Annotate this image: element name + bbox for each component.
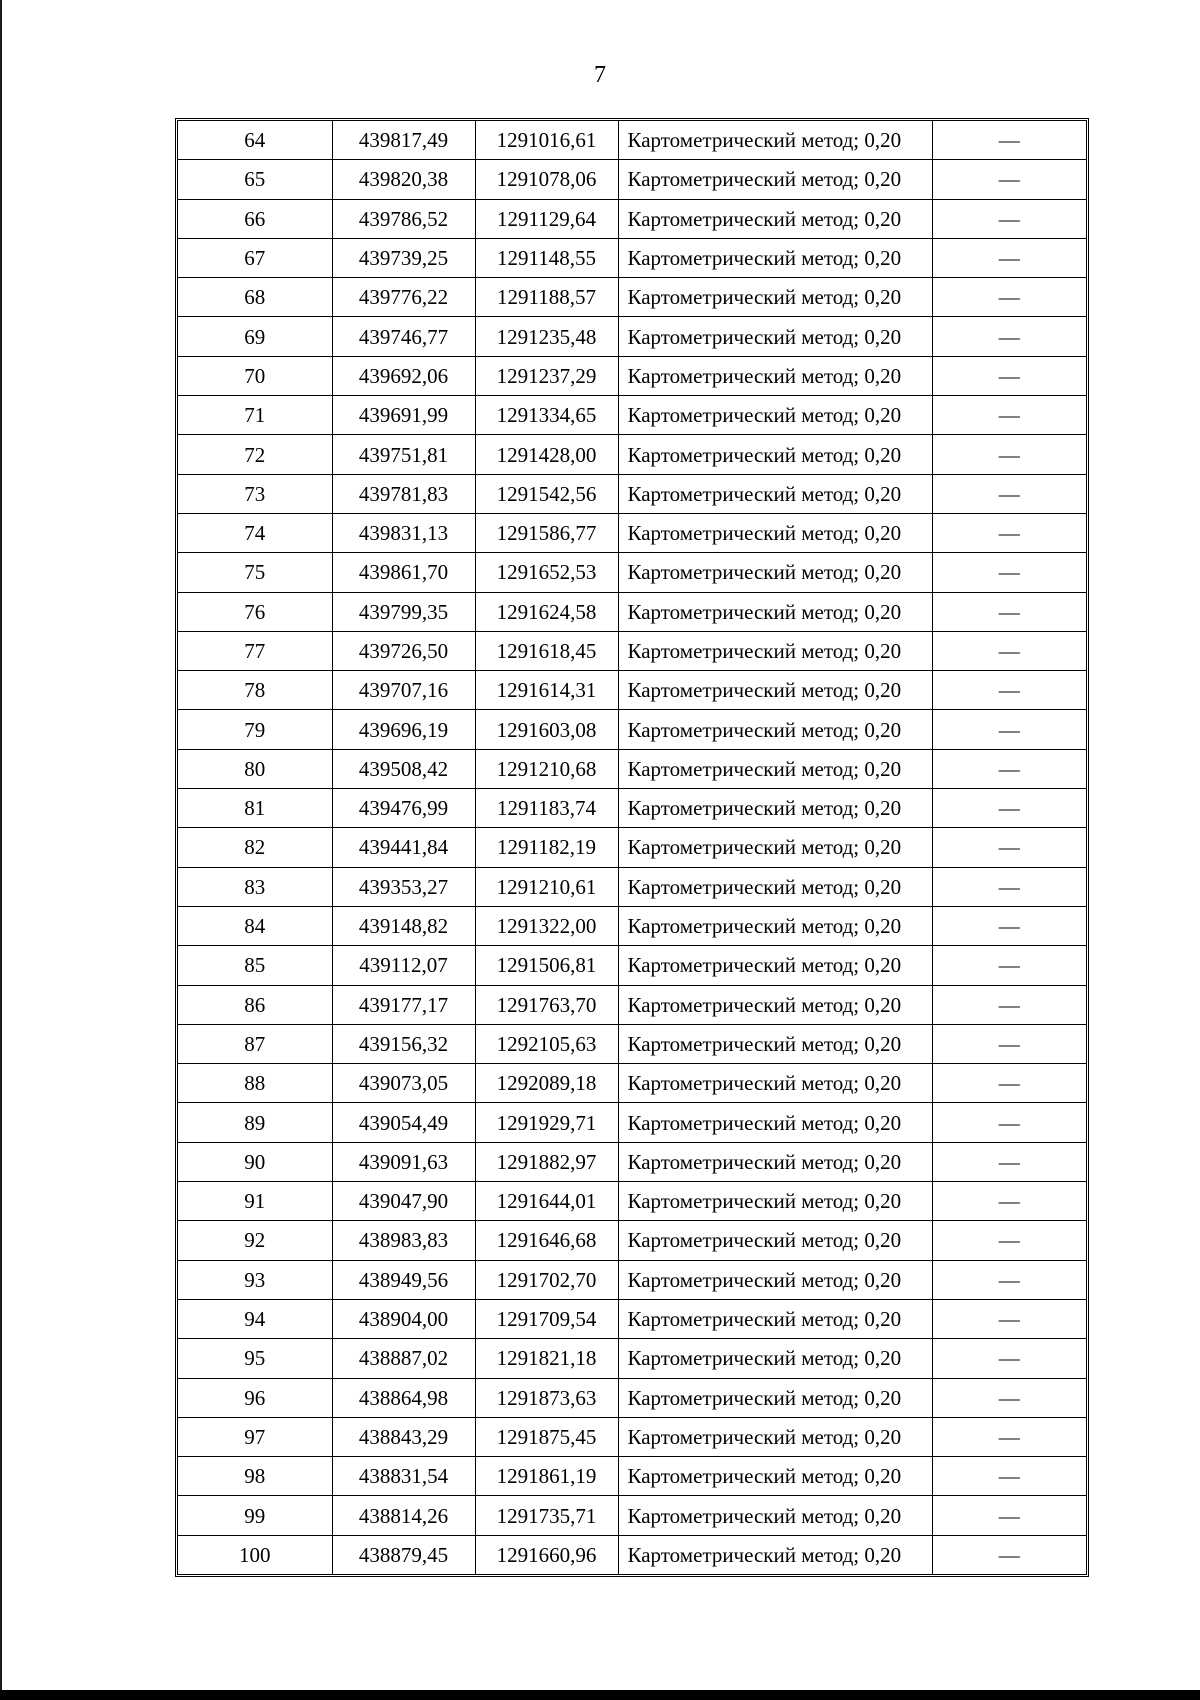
x-coordinate-cell: 439831,13 [332, 513, 475, 552]
note-cell: — [932, 278, 1086, 317]
y-coordinate-cell: 1291821,18 [475, 1339, 618, 1378]
x-coordinate-cell: 439353,27 [332, 867, 475, 906]
point-number-cell: 78 [178, 671, 332, 710]
y-coordinate-cell: 1291183,74 [475, 789, 618, 828]
method-cell: Картометрический метод; 0,20 [618, 1103, 932, 1142]
note-cell: — [932, 592, 1086, 631]
x-coordinate-cell: 439861,70 [332, 553, 475, 592]
method-cell: Картометрический метод; 0,20 [618, 1299, 932, 1338]
scan-edge-left [0, 0, 2, 1700]
y-coordinate-cell: 1291709,54 [475, 1299, 618, 1338]
y-coordinate-cell: 1291861,19 [475, 1457, 618, 1496]
method-cell: Картометрический метод; 0,20 [618, 946, 932, 985]
y-coordinate-cell: 1291652,53 [475, 553, 618, 592]
table-row [178, 278, 1086, 317]
x-coordinate-cell: 438831,54 [332, 1457, 475, 1496]
x-coordinate-cell: 439739,25 [332, 238, 475, 277]
x-coordinate-cell: 439746,77 [332, 317, 475, 356]
x-coordinate-cell: 438904,00 [332, 1299, 475, 1338]
point-number-cell: 99 [178, 1496, 332, 1535]
table-row [178, 789, 1086, 828]
coordinates-table-body [178, 121, 1086, 1574]
y-coordinate-cell: 1291542,56 [475, 474, 618, 513]
note-cell: — [932, 1103, 1086, 1142]
table-row [178, 1378, 1086, 1417]
x-coordinate-cell: 438983,83 [332, 1221, 475, 1260]
y-coordinate-cell: 1291618,45 [475, 631, 618, 670]
method-cell: Картометрический метод; 0,20 [618, 1221, 932, 1260]
note-cell: — [932, 1417, 1086, 1456]
point-number-cell: 68 [178, 278, 332, 317]
note-cell: — [932, 238, 1086, 277]
method-cell: Картометрический метод; 0,20 [618, 1417, 932, 1456]
y-coordinate-cell: 1291334,65 [475, 396, 618, 435]
y-coordinate-cell: 1291929,71 [475, 1103, 618, 1142]
y-coordinate-cell: 1291875,45 [475, 1417, 618, 1456]
note-cell: — [932, 396, 1086, 435]
page-number: 7 [594, 62, 606, 88]
y-coordinate-cell: 1291428,00 [475, 435, 618, 474]
point-number-cell: 97 [178, 1417, 332, 1456]
x-coordinate-cell: 439054,49 [332, 1103, 475, 1142]
note-cell: — [932, 1064, 1086, 1103]
x-coordinate-cell: 438887,02 [332, 1339, 475, 1378]
point-number-cell: 92 [178, 1221, 332, 1260]
method-cell: Картометрический метод; 0,20 [618, 1260, 932, 1299]
point-number-cell: 64 [178, 121, 332, 160]
y-coordinate-cell: 1291614,31 [475, 671, 618, 710]
y-coordinate-cell: 1291702,70 [475, 1260, 618, 1299]
y-coordinate-cell: 1291016,61 [475, 121, 618, 160]
y-coordinate-cell: 1291506,81 [475, 946, 618, 985]
method-cell: Картометрический метод; 0,20 [618, 1535, 932, 1574]
table-row [178, 121, 1086, 160]
point-number-cell: 84 [178, 906, 332, 945]
x-coordinate-cell: 439441,84 [332, 828, 475, 867]
y-coordinate-cell: 1291235,48 [475, 317, 618, 356]
table-row [178, 396, 1086, 435]
method-cell: Картометрический метод; 0,20 [618, 513, 932, 552]
table-row [178, 1221, 1086, 1260]
note-cell: — [932, 1221, 1086, 1260]
table-row [178, 1142, 1086, 1181]
scan-edge-bottom [0, 1690, 1200, 1700]
table-row [178, 985, 1086, 1024]
method-cell: Картометрический метод; 0,20 [618, 749, 932, 788]
method-cell: Картометрический метод; 0,20 [618, 278, 932, 317]
point-number-cell: 74 [178, 513, 332, 552]
table-row [178, 906, 1086, 945]
note-cell: — [932, 1378, 1086, 1417]
table-row [178, 317, 1086, 356]
note-cell: — [932, 1142, 1086, 1181]
note-cell: — [932, 435, 1086, 474]
method-cell: Картометрический метод; 0,20 [618, 828, 932, 867]
note-cell: — [932, 1457, 1086, 1496]
y-coordinate-cell: 1291644,01 [475, 1182, 618, 1221]
note-cell: — [932, 1024, 1086, 1063]
table-row [178, 1103, 1086, 1142]
table-row [178, 1339, 1086, 1378]
table-row [178, 238, 1086, 277]
method-cell: Картометрический метод; 0,20 [618, 789, 932, 828]
method-cell: Картометрический метод; 0,20 [618, 199, 932, 238]
x-coordinate-cell: 439696,19 [332, 710, 475, 749]
x-coordinate-cell: 439112,07 [332, 946, 475, 985]
note-cell: — [932, 946, 1086, 985]
method-cell: Картометрический метод; 0,20 [618, 435, 932, 474]
note-cell: — [932, 1496, 1086, 1535]
x-coordinate-cell: 439707,16 [332, 671, 475, 710]
x-coordinate-cell: 439751,81 [332, 435, 475, 474]
point-number-cell: 71 [178, 396, 332, 435]
y-coordinate-cell: 1291210,61 [475, 867, 618, 906]
x-coordinate-cell: 439476,99 [332, 789, 475, 828]
note-cell: — [932, 317, 1086, 356]
method-cell: Картометрический метод; 0,20 [618, 1378, 932, 1417]
table-row [178, 553, 1086, 592]
note-cell: — [932, 1339, 1086, 1378]
point-number-cell: 88 [178, 1064, 332, 1103]
y-coordinate-cell: 1291624,58 [475, 592, 618, 631]
y-coordinate-cell: 1291322,00 [475, 906, 618, 945]
y-coordinate-cell: 1291586,77 [475, 513, 618, 552]
y-coordinate-cell: 1291148,55 [475, 238, 618, 277]
method-cell: Картометрический метод; 0,20 [618, 671, 932, 710]
x-coordinate-cell: 439799,35 [332, 592, 475, 631]
note-cell: — [932, 749, 1086, 788]
method-cell: Картометрический метод; 0,20 [618, 1496, 932, 1535]
point-number-cell: 93 [178, 1260, 332, 1299]
table-row [178, 710, 1086, 749]
x-coordinate-cell: 439726,50 [332, 631, 475, 670]
table-row [178, 513, 1086, 552]
point-number-cell: 77 [178, 631, 332, 670]
table-row [178, 946, 1086, 985]
method-cell: Картометрический метод; 0,20 [618, 396, 932, 435]
method-cell: Картометрический метод; 0,20 [618, 906, 932, 945]
point-number-cell: 70 [178, 356, 332, 395]
x-coordinate-cell: 439148,82 [332, 906, 475, 945]
y-coordinate-cell: 1291078,06 [475, 160, 618, 199]
x-coordinate-cell: 439073,05 [332, 1064, 475, 1103]
y-coordinate-cell: 1291882,97 [475, 1142, 618, 1181]
method-cell: Картометрический метод; 0,20 [618, 1064, 932, 1103]
coordinates-table-frame [175, 118, 1089, 1577]
point-number-cell: 82 [178, 828, 332, 867]
table-row [178, 1064, 1086, 1103]
table-row [178, 749, 1086, 788]
method-cell: Картометрический метод; 0,20 [618, 592, 932, 631]
x-coordinate-cell: 439820,38 [332, 160, 475, 199]
method-cell: Картометрический метод; 0,20 [618, 631, 932, 670]
method-cell: Картометрический метод; 0,20 [618, 1457, 932, 1496]
note-cell: — [932, 1182, 1086, 1221]
method-cell: Картометрический метод; 0,20 [618, 238, 932, 277]
point-number-cell: 91 [178, 1182, 332, 1221]
method-cell: Картометрический метод; 0,20 [618, 1339, 932, 1378]
point-number-cell: 86 [178, 985, 332, 1024]
note-cell: — [932, 356, 1086, 395]
point-number-cell: 73 [178, 474, 332, 513]
point-number-cell: 81 [178, 789, 332, 828]
method-cell: Картометрический метод; 0,20 [618, 1182, 932, 1221]
table-row [178, 1496, 1086, 1535]
note-cell: — [932, 985, 1086, 1024]
point-number-cell: 67 [178, 238, 332, 277]
point-number-cell: 83 [178, 867, 332, 906]
note-cell: — [932, 121, 1086, 160]
point-number-cell: 87 [178, 1024, 332, 1063]
table-row [178, 474, 1086, 513]
y-coordinate-cell: 1291735,71 [475, 1496, 618, 1535]
y-coordinate-cell: 1291210,68 [475, 749, 618, 788]
table-row [178, 1299, 1086, 1338]
note-cell: — [932, 710, 1086, 749]
y-coordinate-cell: 1291873,63 [475, 1378, 618, 1417]
y-coordinate-cell: 1292089,18 [475, 1064, 618, 1103]
x-coordinate-cell: 439156,32 [332, 1024, 475, 1063]
point-number-cell: 72 [178, 435, 332, 474]
note-cell: — [932, 513, 1086, 552]
x-coordinate-cell: 439091,63 [332, 1142, 475, 1181]
table-row [178, 828, 1086, 867]
x-coordinate-cell: 438814,26 [332, 1496, 475, 1535]
note-cell: — [932, 1260, 1086, 1299]
method-cell: Картометрический метод; 0,20 [618, 1142, 932, 1181]
y-coordinate-cell: 1291660,96 [475, 1535, 618, 1574]
point-number-cell: 76 [178, 592, 332, 631]
point-number-cell: 66 [178, 199, 332, 238]
table-row [178, 435, 1086, 474]
note-cell: — [932, 1535, 1086, 1574]
point-number-cell: 65 [178, 160, 332, 199]
point-number-cell: 90 [178, 1142, 332, 1181]
method-cell: Картометрический метод; 0,20 [618, 317, 932, 356]
x-coordinate-cell: 438843,29 [332, 1417, 475, 1456]
method-cell: Картометрический метод; 0,20 [618, 121, 932, 160]
x-coordinate-cell: 439508,42 [332, 749, 475, 788]
x-coordinate-cell: 438864,98 [332, 1378, 475, 1417]
table-row [178, 631, 1086, 670]
method-cell: Картометрический метод; 0,20 [618, 1024, 932, 1063]
y-coordinate-cell: 1291188,57 [475, 278, 618, 317]
point-number-cell: 85 [178, 946, 332, 985]
note-cell: — [932, 199, 1086, 238]
table-row [178, 1535, 1086, 1574]
point-number-cell: 98 [178, 1457, 332, 1496]
x-coordinate-cell: 439786,52 [332, 199, 475, 238]
method-cell: Картометрический метод; 0,20 [618, 985, 932, 1024]
method-cell: Картометрический метод; 0,20 [618, 160, 932, 199]
table-row [178, 671, 1086, 710]
point-number-cell: 89 [178, 1103, 332, 1142]
table-row [178, 1024, 1086, 1063]
method-cell: Картометрический метод; 0,20 [618, 474, 932, 513]
table-row [178, 1260, 1086, 1299]
table-row [178, 199, 1086, 238]
method-cell: Картометрический метод; 0,20 [618, 710, 932, 749]
y-coordinate-cell: 1291763,70 [475, 985, 618, 1024]
y-coordinate-cell: 1291237,29 [475, 356, 618, 395]
y-coordinate-cell: 1291129,64 [475, 199, 618, 238]
table-row [178, 1417, 1086, 1456]
table-row [178, 356, 1086, 395]
x-coordinate-cell: 439776,22 [332, 278, 475, 317]
x-coordinate-cell: 439177,17 [332, 985, 475, 1024]
x-coordinate-cell: 439817,49 [332, 121, 475, 160]
point-number-cell: 96 [178, 1378, 332, 1417]
x-coordinate-cell: 439691,99 [332, 396, 475, 435]
y-coordinate-cell: 1291182,19 [475, 828, 618, 867]
table-row [178, 1457, 1086, 1496]
x-coordinate-cell: 439692,06 [332, 356, 475, 395]
note-cell: — [932, 828, 1086, 867]
x-coordinate-cell: 439781,83 [332, 474, 475, 513]
point-number-cell: 94 [178, 1299, 332, 1338]
note-cell: — [932, 789, 1086, 828]
y-coordinate-cell: 1292105,63 [475, 1024, 618, 1063]
point-number-cell: 95 [178, 1339, 332, 1378]
method-cell: Картометрический метод; 0,20 [618, 553, 932, 592]
method-cell: Картометрический метод; 0,20 [618, 356, 932, 395]
point-number-cell: 69 [178, 317, 332, 356]
table-row [178, 160, 1086, 199]
point-number-cell: 79 [178, 710, 332, 749]
note-cell: — [932, 474, 1086, 513]
coordinates-table [178, 121, 1086, 1574]
note-cell: — [932, 631, 1086, 670]
table-row [178, 1182, 1086, 1221]
note-cell: — [932, 160, 1086, 199]
note-cell: — [932, 867, 1086, 906]
point-number-cell: 100 [178, 1535, 332, 1574]
y-coordinate-cell: 1291603,08 [475, 710, 618, 749]
note-cell: — [932, 671, 1086, 710]
table-row [178, 867, 1086, 906]
table-row [178, 592, 1086, 631]
x-coordinate-cell: 438949,56 [332, 1260, 475, 1299]
note-cell: — [932, 906, 1086, 945]
note-cell: — [932, 1299, 1086, 1338]
point-number-cell: 75 [178, 553, 332, 592]
point-number-cell: 80 [178, 749, 332, 788]
y-coordinate-cell: 1291646,68 [475, 1221, 618, 1260]
x-coordinate-cell: 439047,90 [332, 1182, 475, 1221]
note-cell: — [932, 553, 1086, 592]
x-coordinate-cell: 438879,45 [332, 1535, 475, 1574]
method-cell: Картометрический метод; 0,20 [618, 867, 932, 906]
